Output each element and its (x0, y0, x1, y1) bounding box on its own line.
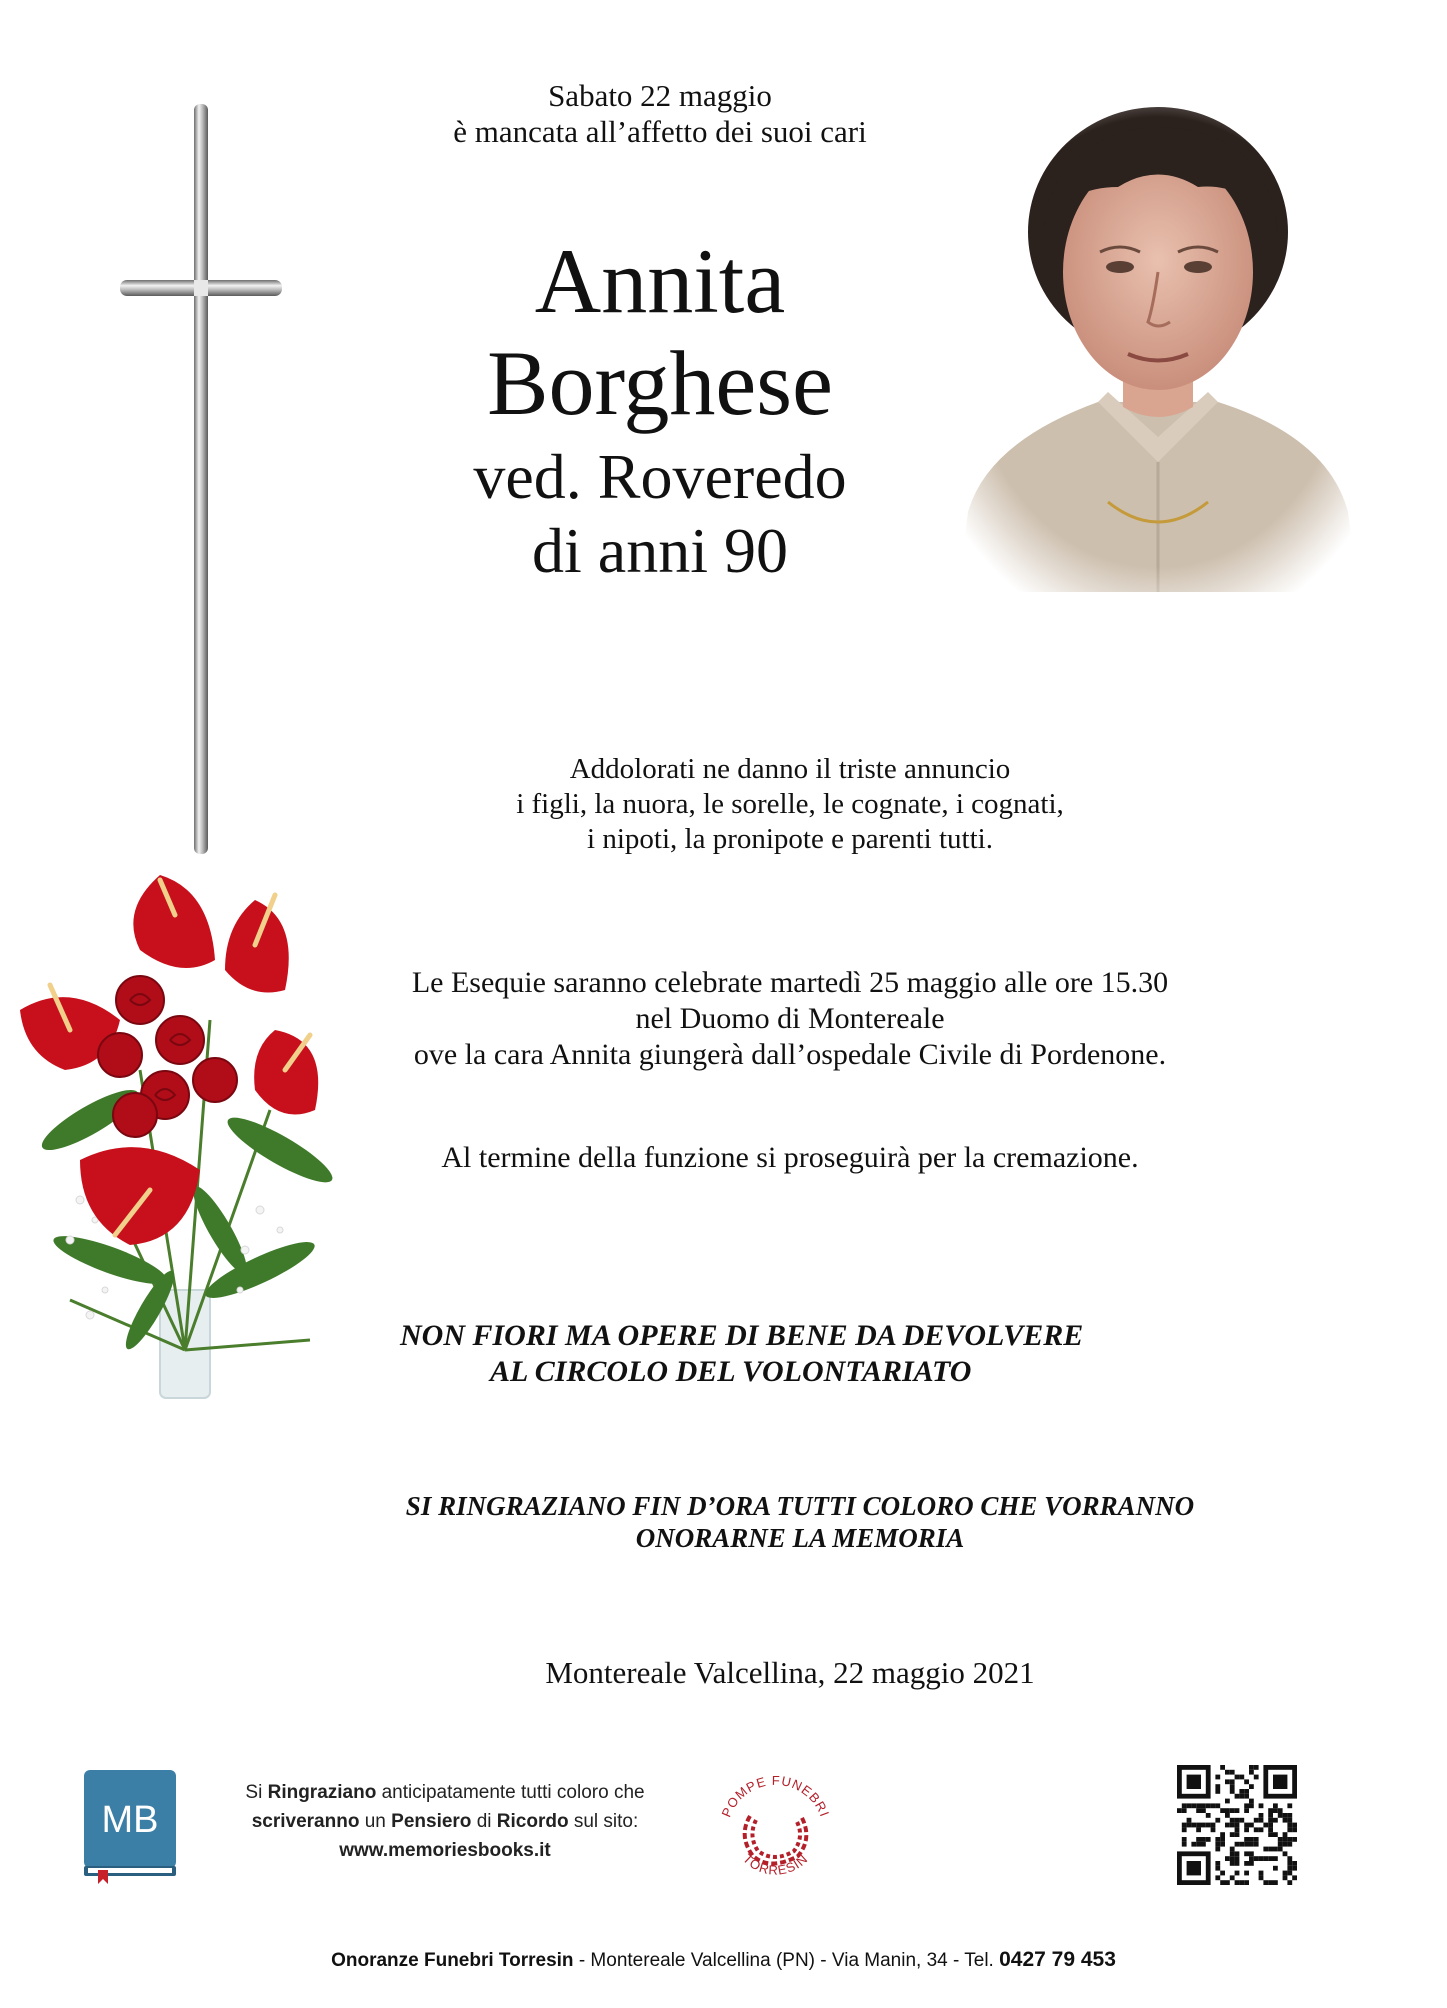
mb-logo-text: MB (101, 1799, 159, 1841)
notice-line: AL CIRCOLO DEL VOLONTARIATO (490, 1355, 972, 1388)
announcement-line: i figli, la nuora, le sorelle, le cognate, i cognati, (516, 788, 1064, 820)
cremation-note: Al termine della funzione si proseguirà per la cremazione. (441, 1141, 1139, 1174)
notice-line: ONORARNE LA MEMORIA (635, 1523, 965, 1553)
thanks-notice (350, 1490, 1250, 1554)
place-date: Montereale Valcellina, 22 maggio 2021 (545, 1655, 1035, 1690)
announcement-line: Addolorati ne danno il triste annuncio (569, 753, 1011, 785)
funeral-line: ove la cara Annita giungerà dall’ospedale Civile di Pordenone. (413, 1038, 1167, 1071)
mb-line-2: scriveranno un Pensiero di Ricordo sul sito: (251, 1811, 639, 1832)
notice-line: NON FIORI MA OPERE DI BENE DA DEVOLVERE (400, 1319, 1084, 1352)
company-name: Onoranze Funebri Torresin (331, 1950, 574, 1971)
company-footer (0, 1948, 1447, 1973)
portrait-photo (948, 92, 1368, 592)
seal-bottom-text: TORRESIN (740, 1850, 811, 1878)
deceased-name-block (390, 230, 930, 588)
no-flowers-notice (380, 1318, 1200, 1390)
widow-of: ved. Roveredo (473, 441, 847, 512)
first-name: Annita (534, 230, 786, 332)
funeral-line: nel Duomo di Montereale (635, 1002, 945, 1035)
death-caption-line: è mancata all’affetto dei suoi cari (453, 114, 867, 149)
company-phone: 0427 79 453 (999, 1948, 1116, 1971)
death-date-header (410, 78, 910, 150)
pompe-funebri-seal-icon (708, 1756, 843, 1896)
family-announcement (420, 752, 1160, 857)
funeral-details (355, 965, 1225, 1073)
cross-icon (118, 104, 288, 864)
age: di anni 90 (532, 515, 788, 586)
last-name: Borghese (487, 332, 833, 434)
announcement-line: i nipoti, la pronipote e parenti tutti. (587, 823, 993, 855)
death-date-line: Sabato 22 maggio (548, 78, 772, 113)
notice-line: SI RINGRAZIANO FIN D’ORA TUTTI COLORO CHE VORRANNO (405, 1491, 1195, 1521)
memoriesbooks-logo-icon[interactable] (80, 1770, 180, 1885)
flower-bouquet-image (10, 870, 360, 1400)
funeral-line: Le Esequie saranno celebrate martedì 25 maggio alle ore 15.30 (411, 966, 1169, 999)
memoriesbooks-message (210, 1778, 680, 1865)
qr-code-icon[interactable] (1177, 1765, 1297, 1885)
company-address: - Montereale Valcellina (PN) - Via Manin, 34 - Tel. (573, 1950, 1000, 1971)
mb-line-1: Si Ringraziano anticipatamente tutti coloro che (245, 1782, 645, 1803)
seal-top-text: POMPE FUNEBRI (718, 1772, 833, 1820)
memoriesbooks-link[interactable]: www.memoriesbooks.it (339, 1840, 551, 1861)
